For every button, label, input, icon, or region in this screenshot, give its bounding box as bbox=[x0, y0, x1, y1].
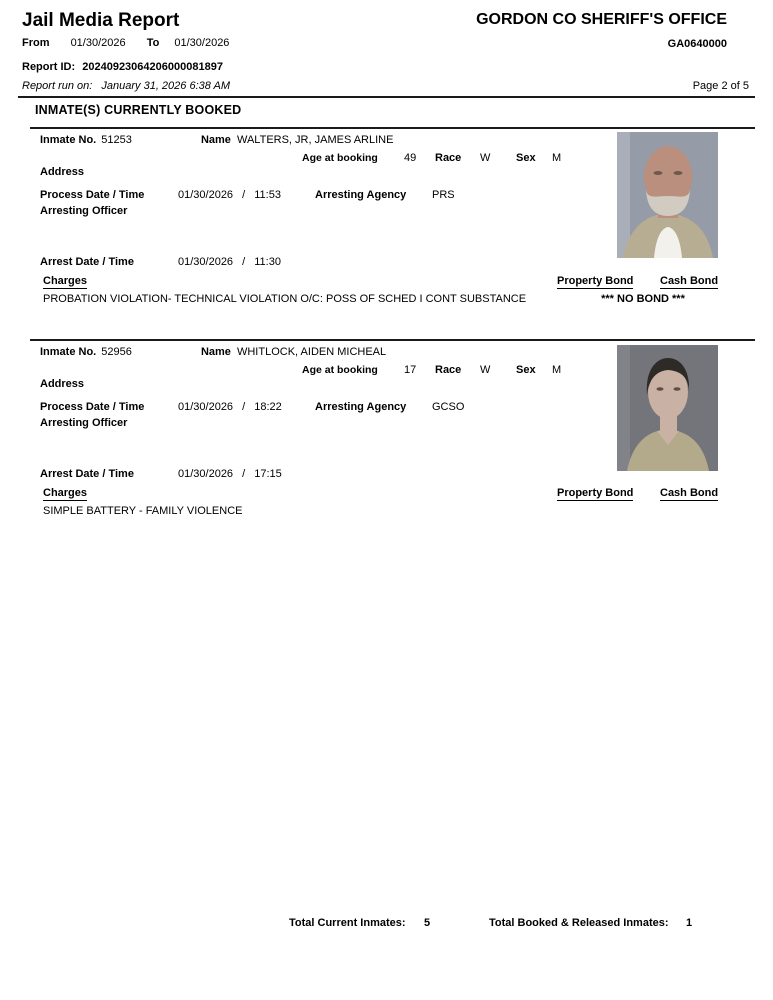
process-datetime-label: Process Date / Time bbox=[40, 401, 145, 413]
report-id-row bbox=[22, 61, 223, 73]
page-title: Jail Media Report bbox=[22, 10, 180, 31]
race-label: Race bbox=[435, 364, 462, 376]
charge-text: SIMPLE BATTERY - FAMILY VIOLENCE bbox=[43, 505, 243, 517]
inmate-block-divider bbox=[30, 127, 755, 129]
name-value: WHITLOCK, AIDEN MICHEAL bbox=[236, 346, 387, 358]
arrest-datetime-label: Arrest Date / Time bbox=[40, 468, 134, 480]
run-on-value: January 31, 2026 6:38 AM bbox=[101, 80, 231, 92]
total-current-value: 5 bbox=[424, 917, 431, 929]
age-value: 17 bbox=[404, 364, 417, 376]
process-datetime-value: 01/30/2026 / 11:53 bbox=[178, 189, 281, 201]
from-date: 01/30/2026 bbox=[70, 37, 126, 49]
mugshot-graphic bbox=[617, 345, 718, 471]
address-label: Address bbox=[40, 378, 85, 390]
name-label: Name bbox=[200, 134, 231, 146]
sex-label: Sex bbox=[516, 152, 536, 164]
process-datetime-value: 01/30/2026 / 18:22 bbox=[178, 401, 282, 413]
age-value: 49 bbox=[404, 152, 417, 164]
from-label: From bbox=[22, 37, 50, 49]
age-label: Age at booking bbox=[302, 152, 378, 164]
mugshot-graphic bbox=[617, 132, 718, 258]
arresting-agency-value: GCSO bbox=[432, 401, 465, 413]
arresting-officer-label: Arresting Officer bbox=[40, 417, 128, 429]
sex-label: Sex bbox=[516, 364, 536, 376]
inmate-no-row bbox=[40, 134, 393, 146]
cash-bond-label: Cash Bond bbox=[660, 275, 719, 287]
race-value: W bbox=[480, 364, 491, 376]
charges-label: Charges bbox=[43, 275, 88, 287]
arresting-agency-label: Arresting Agency bbox=[315, 189, 407, 201]
mugshot-photo bbox=[617, 345, 718, 471]
total-current-label: Total Current Inmates: bbox=[289, 917, 406, 929]
to-label: To bbox=[146, 37, 160, 49]
run-on-label: Report run on: bbox=[22, 80, 93, 92]
inmate-record-2 bbox=[0, 339, 773, 549]
arresting-agency-value: PRS bbox=[432, 189, 455, 201]
inmate-block-divider bbox=[30, 339, 755, 341]
race-value: W bbox=[480, 152, 491, 164]
office-name: GORDON CO SHERIFF'S OFFICE bbox=[476, 11, 727, 28]
to-date: 01/30/2026 bbox=[174, 37, 230, 49]
process-datetime-label: Process Date / Time bbox=[40, 189, 145, 201]
mugshot-photo bbox=[617, 132, 718, 258]
address-label: Address bbox=[40, 166, 85, 178]
charge-text: PROBATION VIOLATION- TECHNICAL VIOLATION O/C: POSS OF SCHED I CONT SUBSTANCE bbox=[43, 293, 527, 305]
date-range-row bbox=[22, 37, 229, 49]
total-booked-released-label: Total Booked & Released Inmates: bbox=[489, 917, 669, 929]
arresting-officer-label: Arresting Officer bbox=[40, 205, 128, 217]
name-value: WALTERS, JR, JAMES ARLINE bbox=[236, 134, 394, 146]
bond-text: *** NO BOND *** bbox=[601, 293, 685, 305]
race-label: Race bbox=[435, 152, 462, 164]
arrest-datetime-label: Arrest Date / Time bbox=[40, 256, 134, 268]
inmate-no-value: 51253 bbox=[101, 134, 132, 146]
total-booked-released-value: 1 bbox=[686, 917, 693, 929]
name-label: Name bbox=[200, 346, 231, 358]
cash-bond-label: Cash Bond bbox=[660, 487, 719, 499]
inmate-no-label: Inmate No. bbox=[40, 346, 97, 358]
arresting-agency-label: Arresting Agency bbox=[315, 401, 407, 413]
section-title: INMATE(S) CURRENTLY BOOKED bbox=[35, 103, 242, 117]
charges-label: Charges bbox=[43, 487, 88, 499]
sex-value: M bbox=[552, 152, 562, 164]
report-id-label: Report ID: bbox=[22, 61, 76, 73]
age-label: Age at booking bbox=[302, 364, 378, 376]
run-on-row bbox=[22, 80, 230, 92]
inmate-record-1 bbox=[0, 127, 773, 337]
arrest-datetime-value: 01/30/2026 / 11:30 bbox=[178, 256, 281, 268]
header-divider bbox=[18, 96, 755, 98]
property-bond-label: Property Bond bbox=[557, 275, 634, 287]
inmate-no-label: Inmate No. bbox=[40, 134, 97, 146]
page-number: Page 2 of 5 bbox=[692, 80, 749, 92]
property-bond-label: Property Bond bbox=[557, 487, 634, 499]
report-id-value: 20240923064206000081897 bbox=[82, 61, 223, 73]
arrest-datetime-value: 01/30/2026 / 17:15 bbox=[178, 468, 282, 480]
inmate-no-value: 52956 bbox=[101, 346, 132, 358]
sex-value: M bbox=[552, 364, 562, 376]
office-code: GA0640000 bbox=[667, 38, 727, 50]
inmate-no-row bbox=[40, 346, 386, 358]
